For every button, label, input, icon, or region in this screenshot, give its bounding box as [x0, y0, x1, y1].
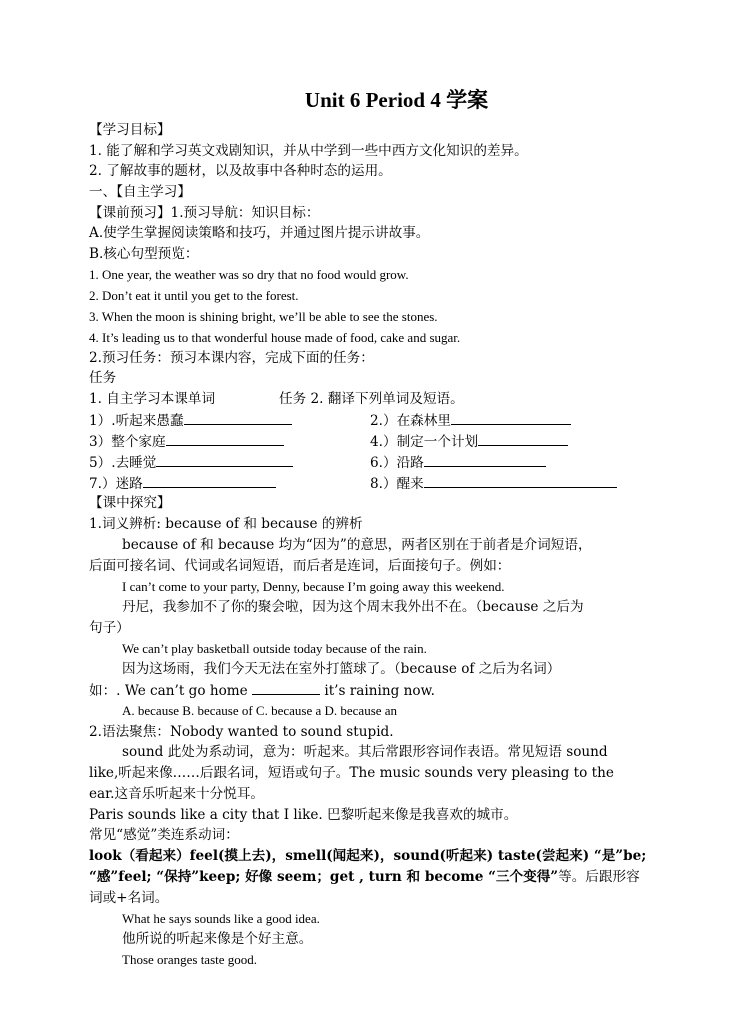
vocab-prompt: 3）整个家庭	[89, 434, 166, 450]
answer-blank[interactable]	[143, 474, 276, 488]
vocab-item-2	[370, 411, 571, 430]
example-2-english: We can’t play basketball outside today because of the rain.	[122, 641, 427, 656]
point-2-text-2: like,听起来像……后跟名词，短语或句子。The music sounds very pleasing to the	[89, 765, 614, 781]
point-2-text-4: Paris sounds like a city that I like. 巴黎听起来像是我喜欢的城市。	[89, 807, 518, 823]
vocab-item-7	[89, 474, 276, 493]
linking-verbs-bold: “感”feel; “保持”keep; 好像 seem；get , turn 和 become “三个变得”	[89, 869, 559, 885]
vocab-item-1	[89, 411, 292, 430]
vocab-item-4	[370, 432, 568, 451]
knowledge-goal-b: B.核心句型预览：	[89, 246, 199, 262]
point-2-text-6: 词或+名词。	[89, 890, 169, 906]
vocab-item-3	[89, 432, 284, 451]
example-2-chinese: 因为这场雨，我们今天无法在室外打篮球了。（because of 之后为名词）	[122, 661, 561, 677]
vocab-prompt: 2.）在森林里	[370, 413, 451, 429]
answer-options: A. because B. because of C. because a D. because an	[122, 703, 398, 718]
answer-blank[interactable]	[252, 681, 320, 695]
answer-blank[interactable]	[166, 432, 284, 446]
question-prefix: 如：. We can’t go home	[89, 683, 248, 699]
vocab-prompt: 1）.听起来愚蠢	[89, 413, 184, 429]
vocab-prompt: 5）.去睡觉	[89, 455, 157, 471]
objective-item-2: 2. 了解故事的题材，以及故事中各种时态的运用。	[89, 163, 392, 179]
task-2: 任务 2. 翻译下列单词及短语。	[279, 391, 464, 407]
example-1-english: I can’t come to your party, Denny, because I’m going away this weekend.	[122, 579, 505, 594]
vocab-prompt: 8.）醒来	[370, 476, 424, 492]
practice-question	[89, 681, 435, 700]
vocab-item-8	[370, 474, 617, 493]
page-title: Unit 6 Period 4 学案	[304, 88, 489, 112]
linking-verbs-line-2	[89, 868, 640, 886]
point-1-text-2: 后面可接名词、代词或名词短语，而后者是连词，后面接句子。例如：	[89, 558, 511, 574]
vocab-prompt: 6.）沿路	[370, 455, 424, 471]
vocab-item-5	[89, 453, 293, 472]
example-4-english: Those oranges taste good.	[122, 952, 258, 967]
task-1: 1. 自主学习本课单词	[89, 391, 216, 407]
key-sentence-2: 2. Don’t eat it until you get to the forest.	[89, 288, 299, 303]
example-1-chinese: 丹尼，我参加不了你的聚会啦，因为这个周末我外出不在。（because 之后为	[122, 599, 584, 615]
answer-blank[interactable]	[156, 453, 293, 467]
vocab-item-6	[370, 453, 546, 472]
answer-blank[interactable]	[184, 411, 292, 425]
knowledge-goal-a: A.使学生掌握阅读策略和技巧，并通过图片提示讲故事。	[89, 225, 430, 241]
vocab-prompt: 4.）制定一个计划	[370, 434, 479, 450]
example-3-english: What he says sounds like a good idea.	[122, 911, 320, 926]
preview-guide: 【课前预习】1.预习导航：知识目标：	[89, 205, 320, 221]
key-sentence-4: 4. It’s leading us to that wonderful house made of food, cake and sugar.	[89, 330, 461, 345]
answer-blank[interactable]	[424, 474, 617, 488]
answer-blank[interactable]	[424, 453, 546, 467]
task-label: 任务	[89, 370, 117, 386]
point-2-text-3: ear.这音乐听起来十分悦耳。	[89, 786, 265, 802]
inquiry-heading: 【课中探究】	[89, 495, 171, 511]
point-2-title: 2.语法聚焦：Nobody wanted to sound stupid.	[89, 724, 394, 740]
objective-item-1: 1. 能了解和学习英文戏剧知识，并从中学到一些中西方文化知识的差异。	[89, 143, 528, 159]
key-sentence-3: 3. When the moon is shining bright, we’ll be able to see the stones.	[89, 309, 438, 324]
point-1-text-1: because of 和 because 均为“因为”的意思，两者区别在于前者是介词短语，	[122, 537, 592, 553]
example-1-chinese-cont: 句子）	[89, 620, 130, 636]
objectives-heading: 【学习目标】	[89, 122, 171, 138]
task-intro: 2.预习任务：预习本课内容，完成下面的任务：	[89, 350, 374, 366]
point-1-title: 1.词义辨析: because of 和 because 的辨析	[89, 516, 363, 532]
point-2-text-1: sound 此处为系动词，意为：听起来。其后常跟形容词作表语。常见短语 sound	[122, 744, 608, 760]
key-sentence-1: 1. One year, the weather was so dry that no food would grow.	[89, 267, 409, 282]
point-2-text-5: 常见“感觉”类连系动词：	[89, 827, 239, 843]
question-suffix: it’s raining now.	[320, 683, 435, 699]
answer-blank[interactable]	[451, 411, 571, 425]
example-3-chinese: 他所说的听起来像是个好主意。	[122, 931, 313, 947]
linking-verbs-line-1: look（看起来）feel(摸上去)，smell(闻起来)，sound(听起来) taste(尝起来) “是”be;	[89, 848, 647, 864]
vocab-prompt: 7.）迷路	[89, 476, 143, 492]
self-study-heading: 一、【自主学习】	[89, 184, 191, 200]
answer-blank[interactable]	[478, 432, 568, 446]
linking-verbs-plain: 等。后跟形容	[558, 869, 640, 885]
